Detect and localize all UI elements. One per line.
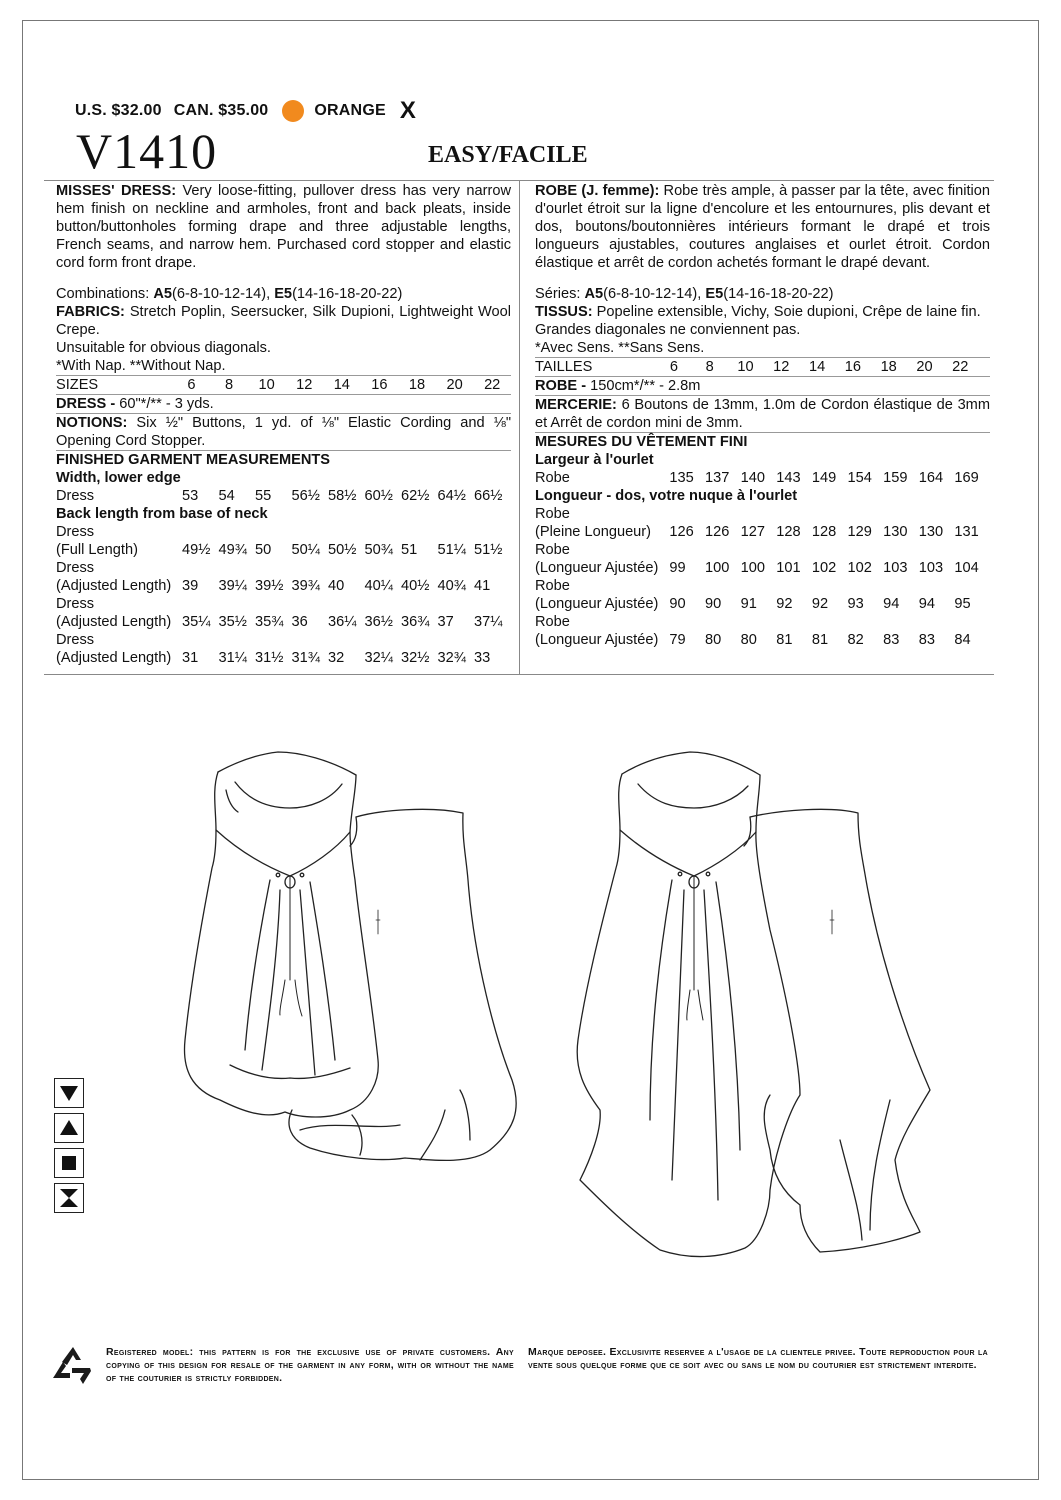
recycle-icon <box>50 1345 96 1387</box>
price-mark: X <box>399 97 417 124</box>
width-title: Width, lower edge <box>56 470 181 486</box>
back-length-title: Longueur - dos, votre nuque à l'ourlet <box>535 488 798 504</box>
fabrics: TISSUS: Popeline extensible, Vichy, Soie dupioni, Crêpe de laine fin. <box>535 304 981 320</box>
notions: MERCERIE: 6 Boutons de 13mm, 1.0m de Cordon élastique de 3mm et Arrêt de cordon mini de 3mm. <box>535 397 990 431</box>
fabrics: FABRICS: Stretch Poplin, Seersucker, Silk Dupioni, Lightweight Wool Crepe. <box>56 304 511 338</box>
width-row: Dress 53 54 55 56½ 58½ 60½ 62½ 64½ 66½ <box>56 488 503 504</box>
can-price: CAN. $35.00 <box>173 102 269 119</box>
back-row: Robe (Longueur Ajustée) 99 100 100 101 102 102 103 103 104 <box>535 542 979 576</box>
legal-notice-english: Registered model: this pattern is for the exclusive use of private customers. Any copying of this design for resale of the garment in any form, with or without the name of the couturier is strictly forbidden. <box>106 1346 514 1384</box>
yardage: DRESS - 60"*/** - 3 yds. <box>56 394 511 413</box>
width-title: Largeur à l'ourlet <box>535 452 654 468</box>
sizes-row: TAILLES 6 8 10 12 14 16 18 20 22 <box>535 357 990 376</box>
hourglass-icon <box>54 1183 84 1213</box>
back-row: Dress (Full Length) 49½ 49¾ 50 50¼ 50½ 50¾ 51 51¼ 51½ <box>56 524 503 558</box>
square-icon <box>54 1148 84 1178</box>
nap-note: *Avec Sens. **Sans Sens. <box>535 340 705 356</box>
legal-notice-french: Marque deposee. Exclusivite reservee a l'usage de la clientele privee. Toute reproduction pour la vente sous quelque forme que ce soit avec ou sans le nom du couturier est strictement interdite. <box>528 1346 988 1371</box>
pattern-code: V1410 <box>76 123 218 179</box>
back-row: Robe (Longueur Ajustée) 90 90 91 92 92 93 94 94 95 <box>535 578 971 612</box>
combinations: Combinations: A5(6-8-10-12-14), E5(14-16-18-20-22) <box>56 286 403 302</box>
us-price: U.S. $32.00 <box>75 102 162 119</box>
dress-view-long-back <box>744 809 930 1252</box>
back-row: Robe (Pleine Longueur) 126 126 127 128 128 129 130 130 131 <box>535 506 979 540</box>
width-row: Robe 135 137 140 143 149 154 159 164 169 <box>535 470 979 486</box>
combinations: Séries: A5(6-8-10-12-14), E5(14-16-18-20-22) <box>535 286 834 302</box>
difficulty-level: EASY/FACILE <box>428 142 588 168</box>
back-row: Dress (Adjusted Length) 39 39¼ 39½ 39¾ 40 40¼ 40½ 40¾ 41 <box>56 560 491 594</box>
back-row: Robe (Longueur Ajustée) 79 80 80 81 81 82 83 83 84 <box>535 614 971 648</box>
description: ROBE (J. femme): Robe très ample, à passer par la tête, avec finition d'ourlet étroit sur la ligne d'encolure et les entournures, plis devant et dos, boutons/boutonnières intérieurs formant le drapé et trois longueurs ajustables, coutures anglaises et ourlet étroit. Cordon élastique et arrêt de cordon achetés formant le drapé devant. <box>535 183 991 271</box>
color-name: ORANGE <box>314 102 386 119</box>
measurements-title: FINISHED GARMENT MEASUREMENTS <box>56 450 511 469</box>
dress-view-long-front <box>577 752 800 1257</box>
unsuitable-note: Unsuitable for obvious diagonals. <box>56 340 271 356</box>
dress-view-short-back <box>289 809 516 1160</box>
notions: NOTIONS: Six ½" Buttons, 1 yd. of ⅛" Elastic Cording and ⅛" Opening Cord Stopper. <box>56 415 511 449</box>
back-row: Dress (Adjusted Length) 35¼ 35½ 35¾ 36 36¼ 36½ 36¾ 37 37¼ <box>56 596 503 630</box>
view-icons <box>54 1078 84 1218</box>
sizes-row: SIZES 6 8 10 12 14 16 18 20 22 <box>56 375 511 394</box>
description: MISSES' DRESS: Very loose-fitting, pullover dress has very narrow hem finish on neckline and armholes, front and back pleats, inside button/buttonholes forming drape and three adjustable lengths, French seams, and narrow hem. Purchased cord stopper and elastic cord form front drape. <box>56 183 511 271</box>
measurements-title: MESURES DU VÊTEMENT FINI <box>535 432 990 451</box>
triangle-down-icon <box>54 1078 84 1108</box>
unsuitable-note: Grandes diagonales ne conviennent pas. <box>535 322 801 338</box>
back-row: Dress (Adjusted Length) 31 31¼ 31½ 31¾ 32 32¼ 32½ 32¾ 33 <box>56 632 491 666</box>
yardage: ROBE - 150cm*/** - 2.8m <box>535 376 990 395</box>
dress-view-short-front <box>184 752 378 1117</box>
back-length-title: Back length from base of neck <box>56 506 268 522</box>
triangle-up-icon <box>54 1113 84 1143</box>
nap-note: *With Nap. **Without Nap. <box>56 358 226 374</box>
